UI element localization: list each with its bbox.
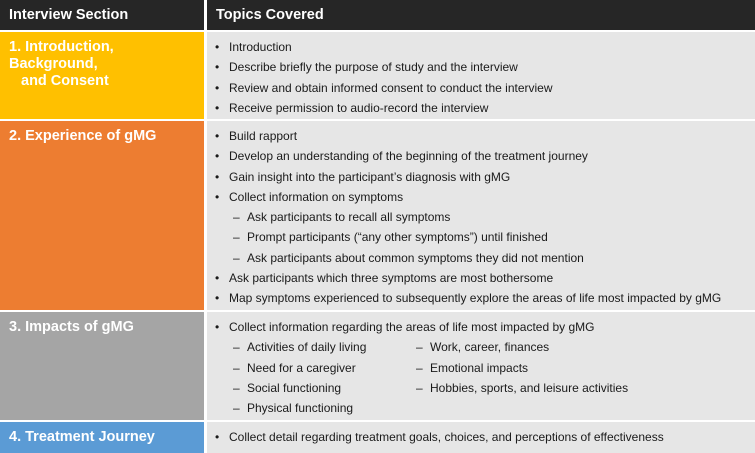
dash-icon: –	[416, 360, 423, 375]
list-item: • Receive permission to audio-record the interview	[213, 98, 755, 118]
bullet-icon: •	[215, 430, 220, 444]
section-title: 1. Introduction, Background,	[9, 39, 114, 72]
sub-list-row	[213, 358, 755, 378]
dash-icon: –	[416, 380, 423, 395]
dash-icon: –	[233, 340, 240, 355]
section-title: 4. Treatment Journey	[9, 429, 155, 445]
bullet-icon: •	[215, 149, 220, 164]
sub-list-row	[213, 378, 755, 398]
bullet-icon: •	[215, 320, 220, 334]
sub-list-item: – Ask participants to recall all symptoms	[213, 207, 755, 227]
section-impacts	[0, 312, 204, 420]
list-item: • Collect information regarding the areas of life most impacted by gMG	[213, 317, 755, 337]
sub-list-item: Hobbies, sports, and leisure activities	[430, 380, 629, 395]
dash-icon: –	[233, 401, 240, 416]
topics-treatment-journey	[207, 422, 755, 453]
list-item: • Collect detail regarding treatment goals, choices, and perceptions of effectiveness	[213, 427, 755, 447]
dash-icon: –	[416, 340, 423, 355]
sub-list-item: Physical functioning	[247, 401, 354, 416]
dash-icon: –	[233, 210, 240, 225]
bullet-icon: •	[215, 291, 220, 306]
column-header-interview-section: Interview Section	[0, 0, 204, 30]
list-item: • Map symptoms experienced to subsequently explore the areas of life most impacted by gMG	[213, 288, 755, 308]
list-item: • Review and obtain informed consent to conduct the interview	[213, 78, 755, 98]
column-header-topics-covered: Topics Covered	[207, 0, 755, 30]
bullet-icon: •	[215, 169, 220, 184]
dash-icon: –	[233, 250, 240, 265]
section-title-continued: and Consent	[21, 73, 109, 89]
bullet-icon: •	[215, 60, 220, 75]
bullet-icon: •	[215, 80, 220, 95]
list-item: • Build rapport	[213, 126, 755, 146]
section-title: 2. Experience of gMG	[9, 128, 157, 144]
dash-icon: –	[233, 360, 240, 375]
bullet-icon: •	[215, 189, 220, 204]
list-item: • Introduction	[213, 37, 755, 57]
section-title: 3. Impacts of gMG	[9, 319, 134, 335]
list-item: • Ask participants which three symptoms are most bothersome	[213, 268, 755, 288]
bullet-icon: •	[215, 100, 220, 115]
sub-list-row	[213, 337, 755, 357]
list-item: • Describe briefly the purpose of study and the interview	[213, 57, 755, 77]
list-item: • Gain insight into the participant’s diagnosis with gMG	[213, 167, 755, 187]
list-item: • Collect information on symptoms	[213, 187, 755, 207]
list-item: • Develop an understanding of the beginning of the treatment journey	[213, 146, 755, 166]
dash-icon: –	[233, 230, 240, 245]
dash-icon: –	[233, 380, 240, 395]
topics-introduction	[207, 32, 755, 119]
topics-experience	[207, 121, 755, 310]
sub-list-item: Work, career, finances	[430, 340, 550, 355]
sub-list-item: Activities of daily living	[247, 340, 367, 355]
sub-list-item: – Prompt participants (“any other symptoms”) until finished	[213, 227, 755, 247]
sub-list-item: Need for a caregiver	[247, 360, 356, 375]
topics-impacts	[207, 312, 755, 420]
sub-list-row	[213, 398, 755, 418]
section-experience	[0, 121, 204, 310]
bullet-icon: •	[215, 40, 220, 54]
sub-list-item: – Ask participants about common symptoms they did not mention	[213, 248, 755, 268]
sub-list-item: Emotional impacts	[430, 360, 529, 375]
bullet-icon: •	[215, 129, 220, 143]
bullet-icon: •	[215, 271, 220, 286]
section-introduction	[0, 32, 204, 119]
section-treatment-journey	[0, 422, 204, 453]
sub-list-item: Social functioning	[247, 380, 342, 395]
